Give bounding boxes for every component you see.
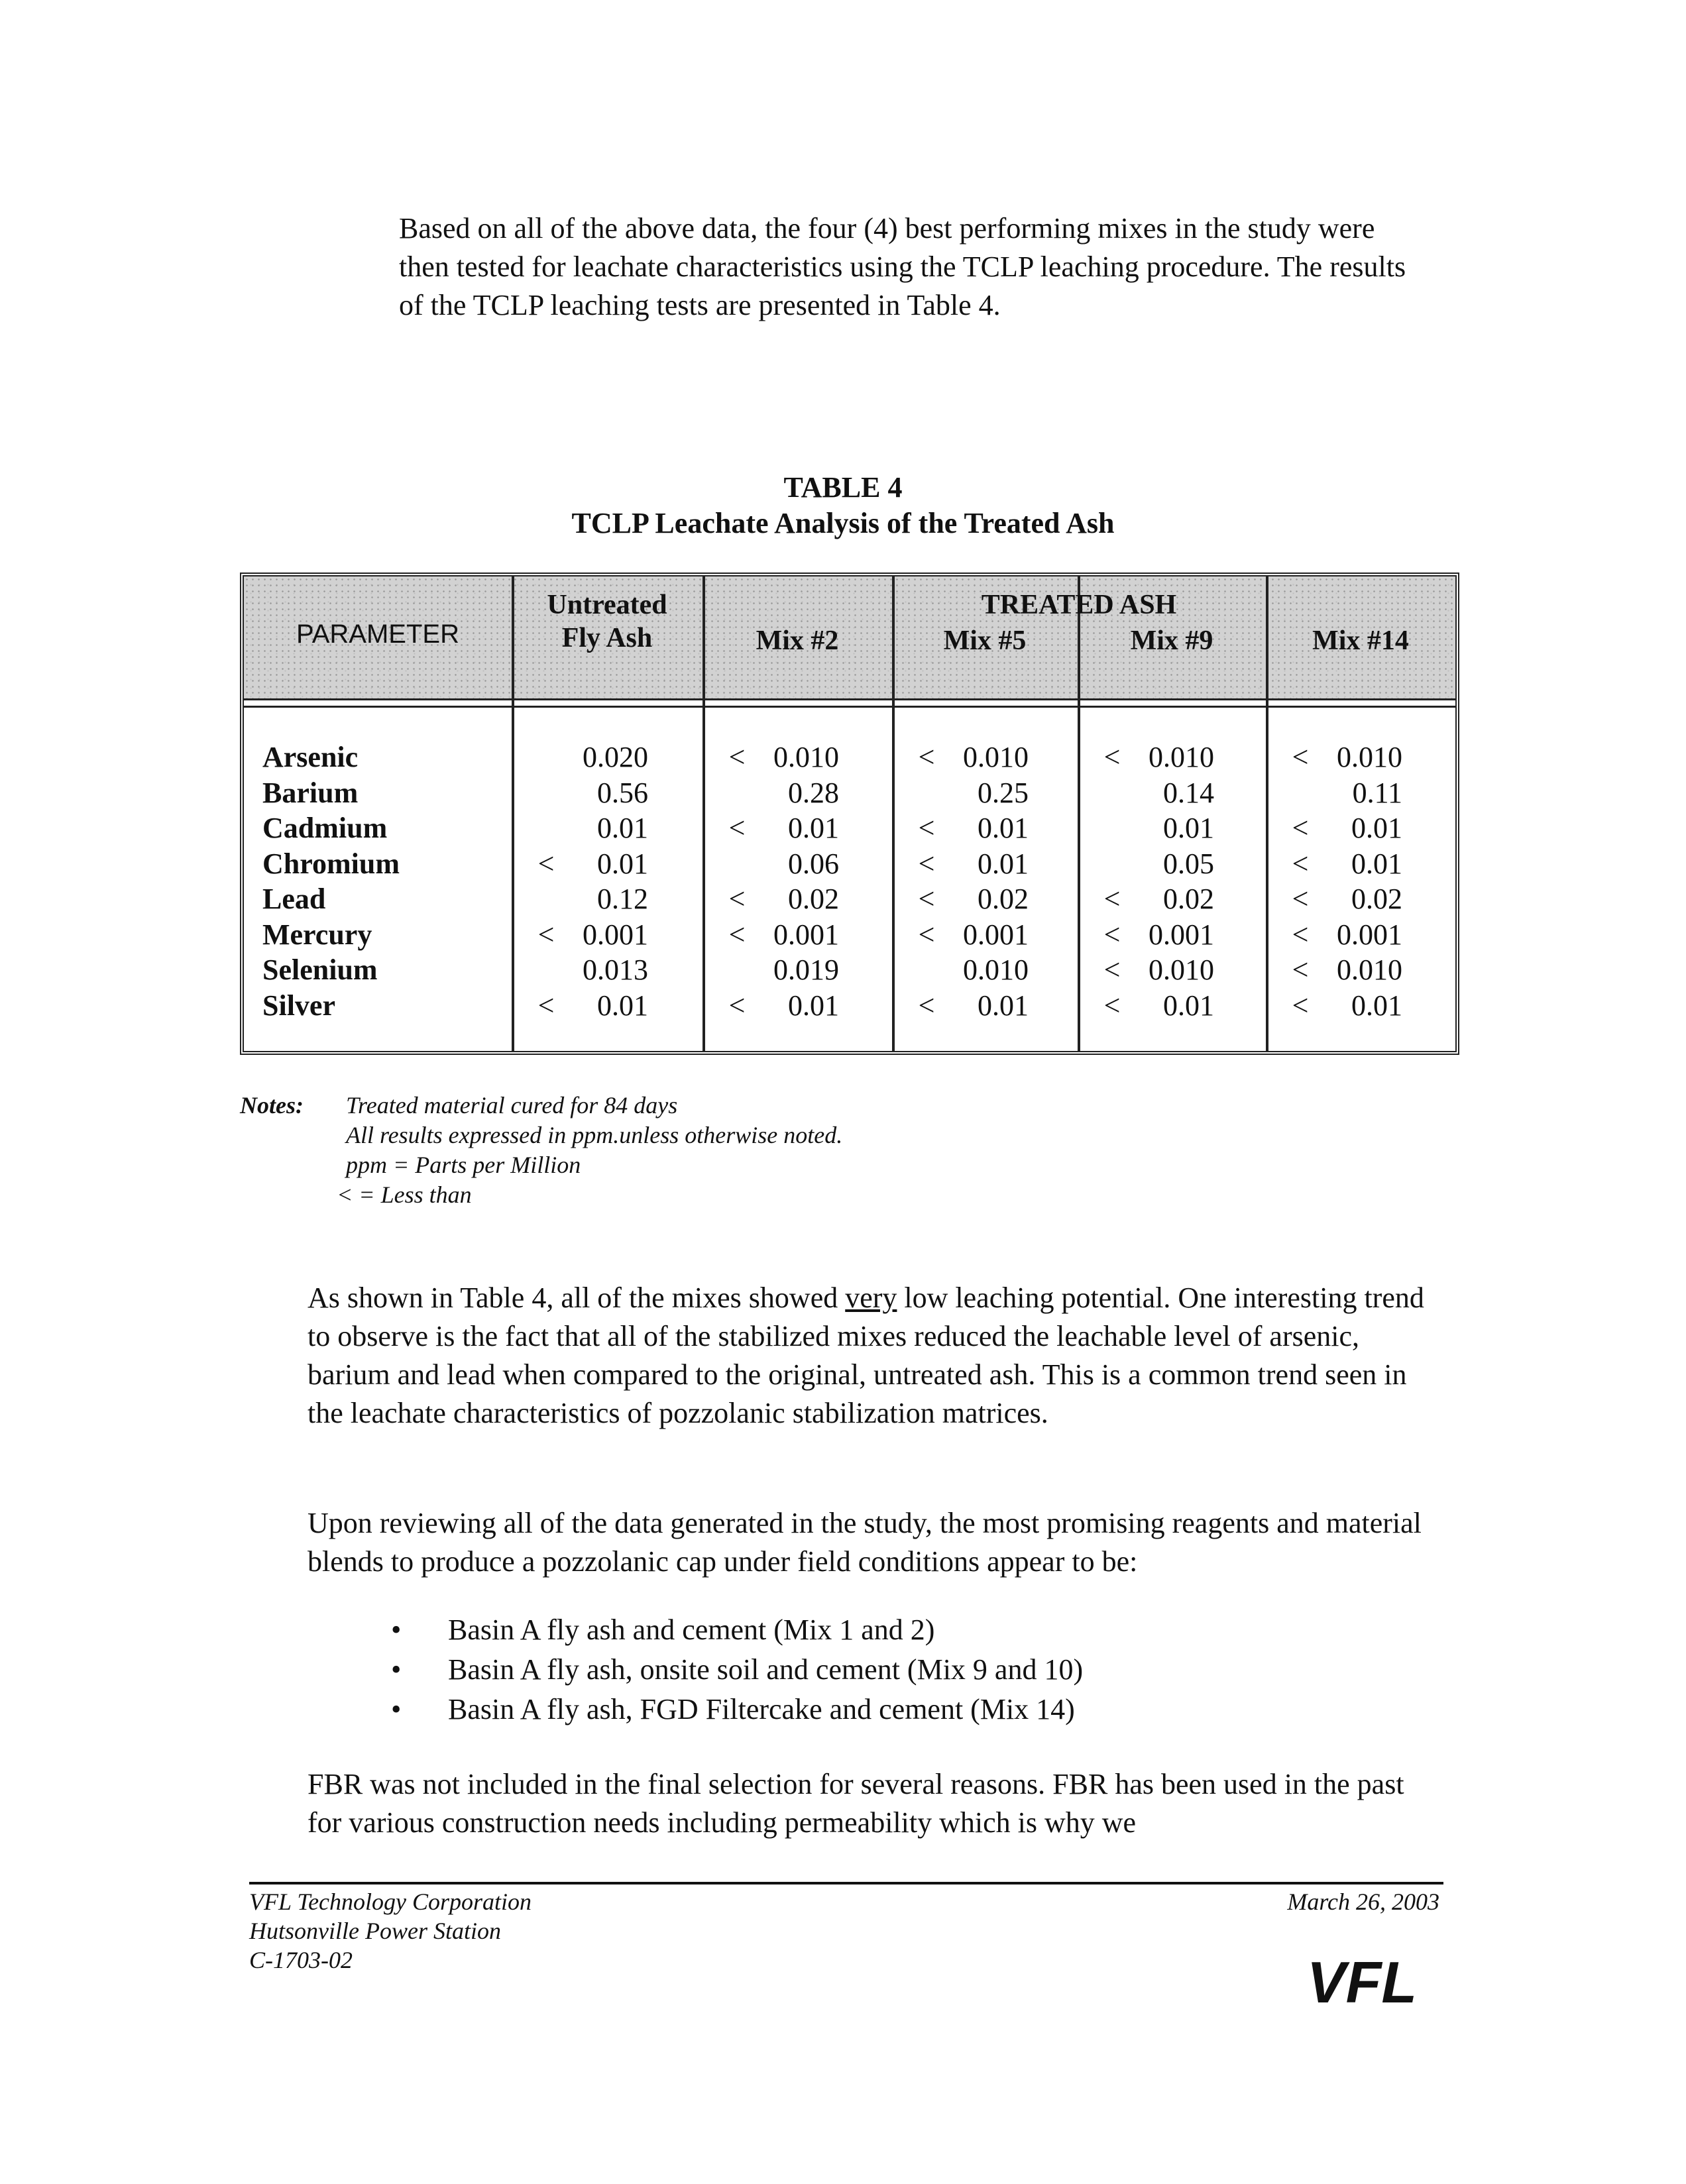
intro-paragraph: Based on all of the above data, the four (4) best performing mixes in the study were then tested for leachate characteristics using the TCLP leaching procedure. The results of the TCLP leaching tests are presented in Table 4.	[399, 212, 1406, 321]
table-cell-value: 0.02	[1163, 883, 1214, 915]
note-line: < = Less than	[337, 1181, 472, 1208]
list-item	[391, 1650, 1083, 1690]
list-item	[391, 1690, 1083, 1729]
row-parameter-name: Cadmium	[262, 812, 388, 844]
less-than-marker: <	[537, 989, 555, 1022]
header-mix-14: Mix #14	[1312, 626, 1409, 656]
row-parameter-name: Silver	[262, 989, 335, 1022]
row-parameter-name: Lead	[262, 883, 326, 915]
less-than-marker: <	[1292, 918, 1309, 951]
table-cell-value: 0.11	[1352, 776, 1402, 809]
table-cell-value: 0.020	[583, 741, 648, 773]
less-than-marker: <	[918, 847, 935, 880]
table-cell-value: 0.01	[788, 989, 839, 1022]
less-than-marker: <	[537, 847, 555, 880]
results-text-after: low leaching potential. One interesting trend to observe is the fact that all of the stabilized mixes reduced the leachable level of arsenic, barium and lead when compared to the original, untreated ash. This is a common trend seen in the leachate characteristics of pozzolanic stabilization matrices.	[308, 1282, 1424, 1429]
table-cell-value: 0.01	[788, 812, 839, 844]
table-cell-value: 0.001	[1149, 918, 1214, 951]
less-than-marker: <	[1103, 741, 1121, 773]
note-line: Treated material cured for 84 days	[346, 1092, 678, 1119]
header-untreated-line2: Fly Ash	[561, 623, 653, 653]
table-cell-value: 0.01	[978, 812, 1029, 844]
footer-date: March 26, 2003	[1287, 1888, 1439, 1915]
header-parameter: PARAMETER	[296, 620, 459, 649]
results-paragraph	[308, 1279, 1434, 1433]
less-than-marker: <	[537, 918, 555, 951]
note-line: ppm = Parts per Million	[346, 1152, 581, 1178]
table-cell-value: 0.02	[978, 883, 1029, 915]
table-cell-value: 0.001	[1337, 918, 1402, 951]
table-cell-value: 0.01	[1163, 989, 1214, 1022]
table-cell-value: 0.001	[773, 918, 839, 951]
footer-site: Hutsonville Power Station	[249, 1918, 501, 1944]
review-paragraph: Upon reviewing all of the data generated in the study, the most promising reagents and material blends to produce a pozzolanic cap under field conditions appear to be:	[308, 1507, 1422, 1578]
table-cell-value: 0.01	[1351, 847, 1402, 880]
table-cell-value: 0.010	[1149, 954, 1214, 986]
table-cell-value: 0.01	[1351, 989, 1402, 1022]
row-parameter-name: Chromium	[262, 847, 400, 880]
table-cell-value: 0.25	[978, 776, 1029, 809]
list-item-text: Basin A fly ash and cement (Mix 1 and 2)	[448, 1613, 935, 1646]
bullet-icon: •	[391, 1653, 402, 1686]
table-cell-value: 0.05	[1163, 847, 1214, 880]
header-mix-2: Mix #2	[756, 626, 839, 656]
less-than-marker: <	[728, 918, 746, 951]
header-untreated-line1: Untreated	[547, 590, 667, 620]
table-cell-value: 0.06	[788, 847, 839, 880]
table-cell-value: 0.001	[963, 918, 1029, 951]
vfl-logo	[1292, 1951, 1432, 2010]
fbr-paragraph: FBR was not included in the final selection for several reasons. FBR has been used in the past for various construction needs including permeability which is why we	[308, 1768, 1404, 1839]
footer-doc-number: C-1703-02	[249, 1947, 353, 1973]
results-text-before: As shown in Table 4, all of the mixes showed	[308, 1282, 846, 1314]
row-parameter-name: Mercury	[262, 918, 372, 951]
table-cell-value: 0.010	[773, 741, 839, 773]
table-number: TABLE 4	[783, 471, 903, 504]
list-item-text: Basin A fly ash, FGD Filtercake and cement (Mix 14)	[448, 1693, 1075, 1725]
less-than-marker: <	[918, 989, 935, 1022]
table-cell-value: 0.14	[1163, 776, 1214, 809]
less-than-marker: <	[1292, 812, 1309, 844]
table-cell-value: 0.02	[788, 883, 839, 915]
reagent-list	[391, 1610, 1083, 1729]
less-than-marker: <	[728, 883, 746, 915]
table-cell-value: 0.02	[1351, 883, 1402, 915]
row-parameter-name: Barium	[262, 776, 359, 809]
table-title: TCLP Leachate Analysis of the Treated Ash	[571, 507, 1115, 539]
table-notes	[240, 1091, 842, 1210]
row-parameter-name: Arsenic	[262, 741, 359, 773]
footer-rule	[249, 1882, 1443, 1884]
table-cell-value: 0.010	[1337, 741, 1402, 773]
less-than-marker: <	[1103, 989, 1121, 1022]
table-cell-value: 0.01	[1163, 812, 1214, 844]
note-line: All results expressed in ppm.unless otherwise noted.	[346, 1122, 843, 1148]
less-than-marker: <	[1292, 883, 1309, 915]
table-cell-value: 0.010	[963, 954, 1029, 986]
less-than-marker: <	[918, 918, 935, 951]
table-cell-value: 0.010	[1149, 741, 1214, 773]
list-item-text: Basin A fly ash, onsite soil and cement (Mix 9 and 10)	[448, 1653, 1084, 1686]
less-than-marker: <	[728, 989, 746, 1022]
table-cell-value: 0.013	[583, 954, 648, 986]
header-mix-5: Mix #5	[943, 626, 1027, 656]
list-item	[391, 1610, 1083, 1650]
less-than-marker: <	[1103, 918, 1121, 951]
less-than-marker: <	[728, 812, 746, 844]
table-cell-value: 0.010	[963, 741, 1029, 773]
less-than-marker: <	[1292, 954, 1309, 986]
row-parameter-name: Selenium	[262, 954, 378, 986]
less-than-marker: <	[1292, 741, 1309, 773]
table-cell-value: 0.010	[1337, 954, 1402, 986]
bullet-icon: •	[391, 1693, 402, 1725]
table-cell-value: 0.01	[597, 812, 648, 844]
header-mix-9: Mix #9	[1130, 626, 1213, 656]
table-cell-value: 0.01	[597, 989, 648, 1022]
less-than-marker: <	[918, 812, 935, 844]
table-cell-value: 0.01	[597, 847, 648, 880]
vfl-logo-text: VFL	[1306, 1951, 1418, 2010]
less-than-marker: <	[918, 741, 935, 773]
less-than-marker: <	[1103, 883, 1121, 915]
header-divider	[244, 698, 1455, 708]
less-than-marker: <	[1292, 989, 1309, 1022]
table-cell-value: 0.28	[788, 776, 839, 809]
table-cell-value: 0.56	[597, 776, 648, 809]
table-cell-value: 0.001	[583, 918, 648, 951]
results-text-underlined: very	[845, 1282, 897, 1314]
less-than-marker: <	[1292, 847, 1309, 880]
tclp-table	[240, 573, 1459, 1055]
notes-label: Notes:	[240, 1092, 304, 1119]
header-treated-ash: TREATED ASH	[981, 590, 1177, 620]
table-cell-value: 0.01	[978, 847, 1029, 880]
less-than-marker: <	[728, 741, 746, 773]
footer-company: VFL Technology Corporation	[249, 1888, 532, 1915]
less-than-marker: <	[918, 883, 935, 915]
table-cell-value: 0.01	[1351, 812, 1402, 844]
table-cell-value: 0.019	[773, 954, 839, 986]
table-cell-value: 0.12	[597, 883, 648, 915]
less-than-marker: <	[1103, 954, 1121, 986]
table-cell-value: 0.01	[978, 989, 1029, 1022]
bullet-icon: •	[391, 1613, 402, 1646]
